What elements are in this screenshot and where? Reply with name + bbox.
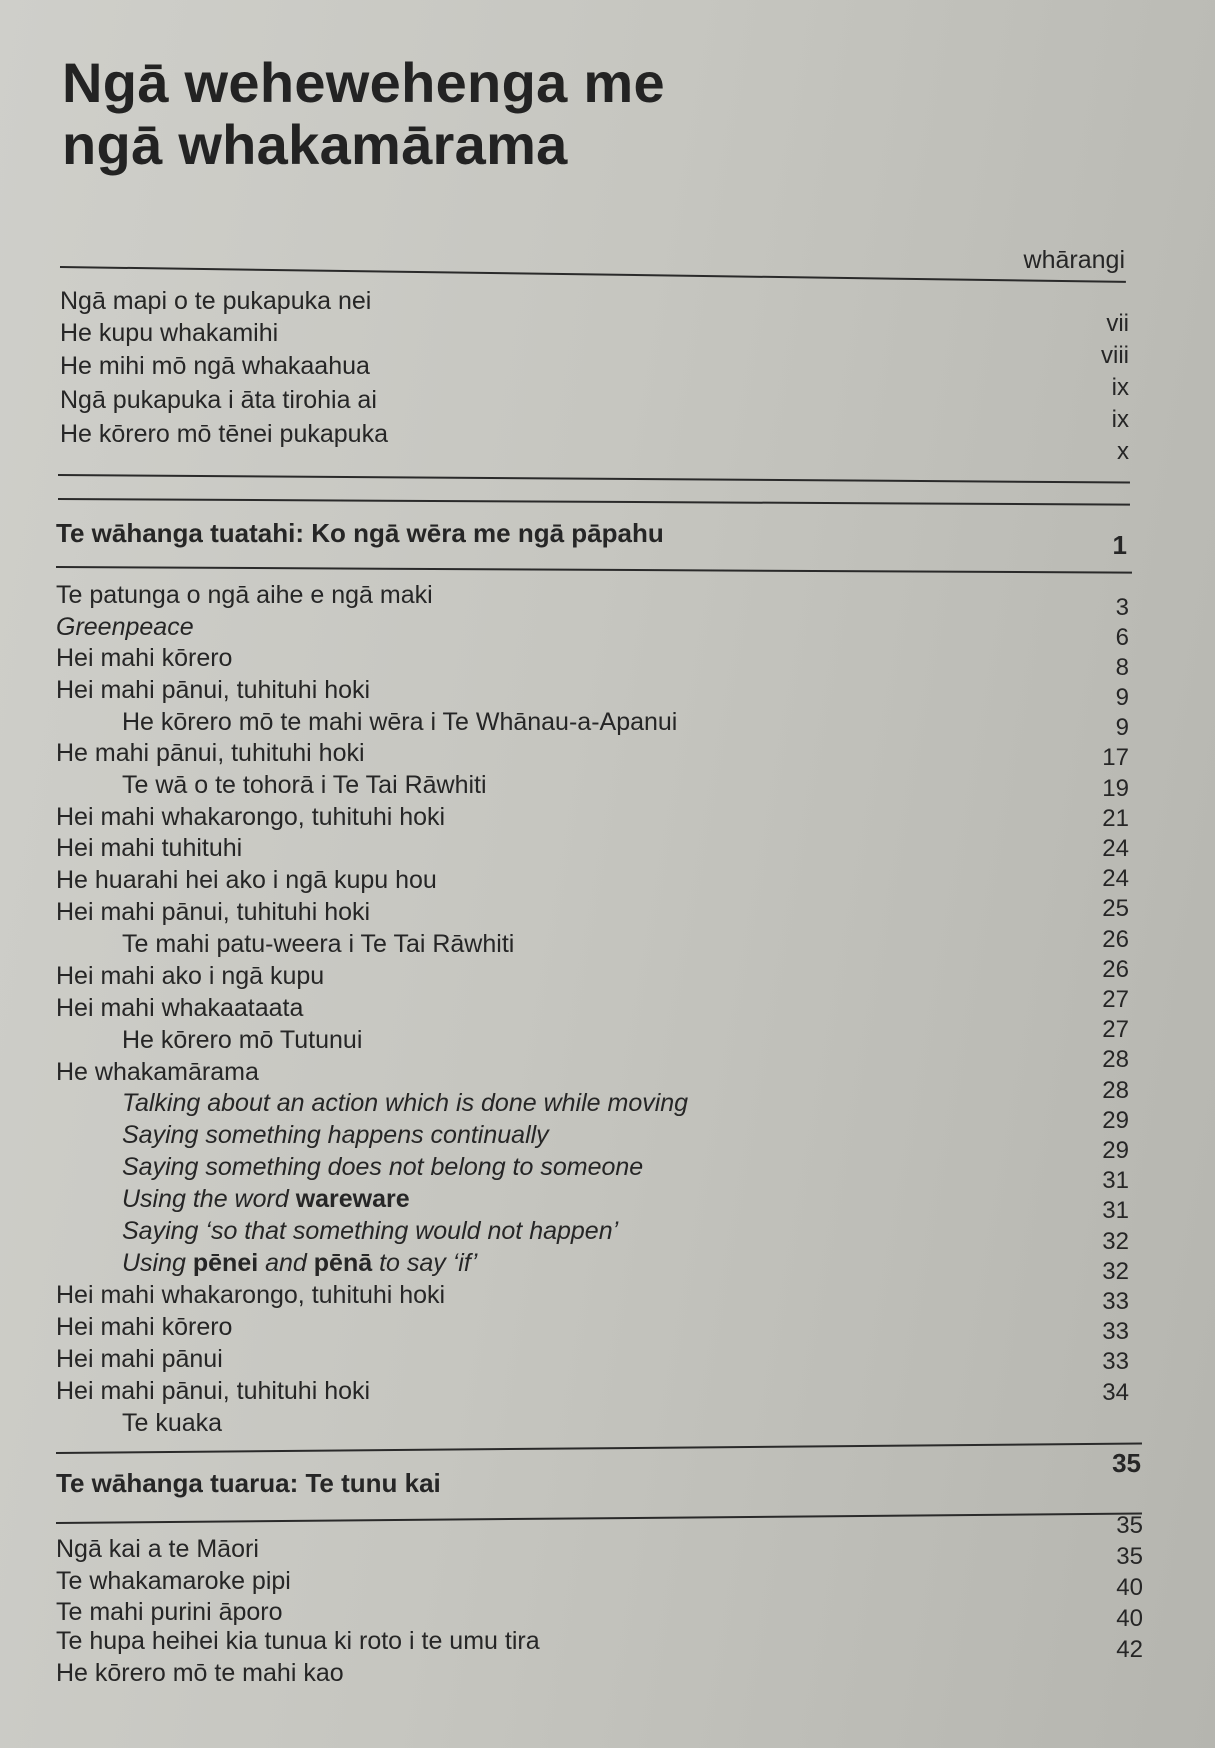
toc-entry-keyword: pēnā [313, 1249, 373, 1277]
page-number: 27 [1102, 986, 1129, 1013]
toc-entry[interactable]: He huarahi hei ako i ngā kupu hou [56, 866, 437, 894]
divider [56, 566, 1132, 574]
toc-entry-keyword: wareware [295, 1185, 410, 1213]
toc-entry-keyword: pēnei [192, 1249, 259, 1277]
section-2-page: 35 [1112, 1448, 1141, 1478]
section-2-pages [1063, 1512, 1143, 1672]
divider [58, 498, 1130, 506]
toc-entry[interactable]: Hei mahi pānui [56, 1345, 223, 1373]
page-number: 3 [1115, 594, 1129, 621]
divider [56, 1513, 1142, 1524]
toc-entry[interactable]: Ngā mapi o te pukapuka nei [60, 287, 372, 315]
toc-entry[interactable]: He kupu whakamihi [60, 319, 279, 347]
page-number: ix [1111, 406, 1129, 433]
page-number: 32 [1102, 1258, 1129, 1285]
page-number: vii [1106, 310, 1129, 337]
toc-entry[interactable] [56, 1184, 410, 1214]
toc-entry[interactable]: Te kuaka [122, 1409, 223, 1437]
page-number: 32 [1102, 1228, 1129, 1255]
toc-entry-text: to say ‘if’ [372, 1249, 478, 1277]
section-1-pages [1049, 594, 1129, 1434]
toc-entry[interactable]: He kōrero mō te mahi kao [56, 1659, 344, 1687]
toc-entry[interactable]: Te mahi purini āporo [56, 1598, 283, 1626]
page-number: 8 [1115, 654, 1129, 681]
page-number: 35 [1116, 1543, 1143, 1570]
toc-entry[interactable]: Hei mahi tuhituhi [56, 834, 243, 862]
page-number: 26 [1102, 926, 1129, 953]
page-number: 9 [1115, 684, 1129, 711]
toc-entry[interactable]: He mahi pānui, tuhituhi hoki [56, 739, 365, 767]
toc-entry[interactable]: Ngā kai a te Māori [56, 1535, 259, 1563]
toc-entry[interactable]: Hei mahi ako i ngā kupu [56, 962, 325, 990]
page-number: 29 [1102, 1137, 1129, 1164]
toc-entry[interactable]: Hei mahi pānui, tuhituhi hoki [56, 898, 371, 926]
toc-entry[interactable]: Saying something does not belong to someone [122, 1153, 644, 1181]
page-number: 33 [1102, 1318, 1129, 1345]
page-number: 28 [1102, 1077, 1129, 1104]
toc-entry[interactable]: Te whakamaroke pipi [56, 1567, 291, 1595]
page-number: 33 [1102, 1288, 1129, 1315]
toc-entry[interactable]: Ngā pukapuka i āta tirohia ai [60, 386, 377, 414]
page-number: 29 [1102, 1107, 1129, 1134]
page-number: 33 [1102, 1348, 1129, 1375]
toc-entry[interactable]: Te hupa heihei kia tunua ki roto i te umu tira [56, 1627, 540, 1655]
page-number: viii [1101, 342, 1129, 369]
toc-entry-text: and [258, 1249, 314, 1277]
page-number: 31 [1102, 1167, 1129, 1194]
page-column-header: whārangi [1023, 246, 1125, 274]
toc-entry[interactable]: Hei mahi whakarongo, tuhituhi hoki [56, 1281, 446, 1309]
divider [60, 266, 1126, 283]
divider [58, 474, 1130, 483]
toc-entry[interactable]: Saying something happens continually [122, 1121, 549, 1149]
page-number: ix [1111, 374, 1129, 401]
page-title-line-2: ngā whakamārama [62, 113, 568, 176]
toc-entry-text: Using the word [122, 1185, 296, 1213]
section-2-title[interactable]: Te wāhanga tuarua: Te tunu kai [56, 1468, 441, 1498]
toc-entry[interactable]: Hei mahi pānui, tuhituhi hoki [56, 676, 371, 704]
section-1-page: 1 [1112, 530, 1127, 560]
toc-entry[interactable]: He mihi mō ngā whakaahua [60, 352, 370, 380]
toc-entry[interactable]: Hei mahi kōrero [56, 1313, 233, 1341]
page-number: 19 [1102, 775, 1129, 802]
toc-entry[interactable]: He kōrero mō te mahi wēra i Te Whānau-a-Apanui [122, 708, 678, 736]
page-number: 42 [1116, 1636, 1143, 1663]
toc-entry[interactable]: Talking about an action which is done while moving [122, 1089, 689, 1117]
toc-entry[interactable]: Te patunga o ngā aihe e ngā maki [56, 581, 433, 609]
front-matter-pages [1049, 310, 1129, 470]
page-number: 6 [1115, 624, 1129, 651]
page-number: 27 [1102, 1016, 1129, 1043]
page-number: 28 [1102, 1046, 1129, 1073]
page-number: 40 [1116, 1574, 1143, 1601]
toc-entry[interactable]: Hei mahi pānui, tuhituhi hoki [56, 1377, 371, 1405]
page-number: 24 [1102, 835, 1129, 862]
toc-entry[interactable]: Hei mahi kōrero [56, 644, 233, 672]
section-1-title[interactable]: Te wāhanga tuatahi: Ko ngā wēra me ngā pāpahu [56, 518, 664, 548]
page-number: 17 [1102, 744, 1129, 771]
toc-entry[interactable]: Hei mahi whakarongo, tuhituhi hoki [56, 803, 446, 831]
page-number: 34 [1102, 1379, 1129, 1406]
page-number: 26 [1102, 956, 1129, 983]
toc-entry[interactable]: Te wā o te tohorā i Te Tai Rāwhiti [122, 771, 487, 799]
page-number: 25 [1102, 895, 1129, 922]
toc-entry[interactable]: Hei mahi whakaataata [56, 994, 304, 1022]
page-title [62, 52, 665, 176]
toc-entry[interactable]: He kōrero mō tēnei pukapuka [60, 420, 388, 448]
toc-entry[interactable]: Te mahi patu-weera i Te Tai Rāwhiti [122, 930, 515, 958]
page-number: 9 [1115, 714, 1129, 741]
page-number: 24 [1102, 865, 1129, 892]
toc-entry[interactable]: He kōrero mō Tutunui [122, 1026, 363, 1054]
page-number: 35 [1116, 1512, 1143, 1539]
toc-entry[interactable]: Greenpeace [56, 613, 194, 641]
divider [56, 1443, 1142, 1454]
toc-entry[interactable] [56, 1248, 477, 1278]
page-number: 21 [1102, 805, 1129, 832]
toc-entry[interactable]: He whakamārama [56, 1058, 259, 1086]
page-number: 31 [1102, 1197, 1129, 1224]
toc-entry[interactable]: Saying ‘so that something would not happen’ [122, 1217, 619, 1245]
page-number: 40 [1116, 1605, 1143, 1632]
page-number: x [1117, 438, 1129, 465]
toc-entry-text: Using [122, 1249, 193, 1277]
page-title-line-1: Ngā wehewehenga me [62, 51, 665, 114]
